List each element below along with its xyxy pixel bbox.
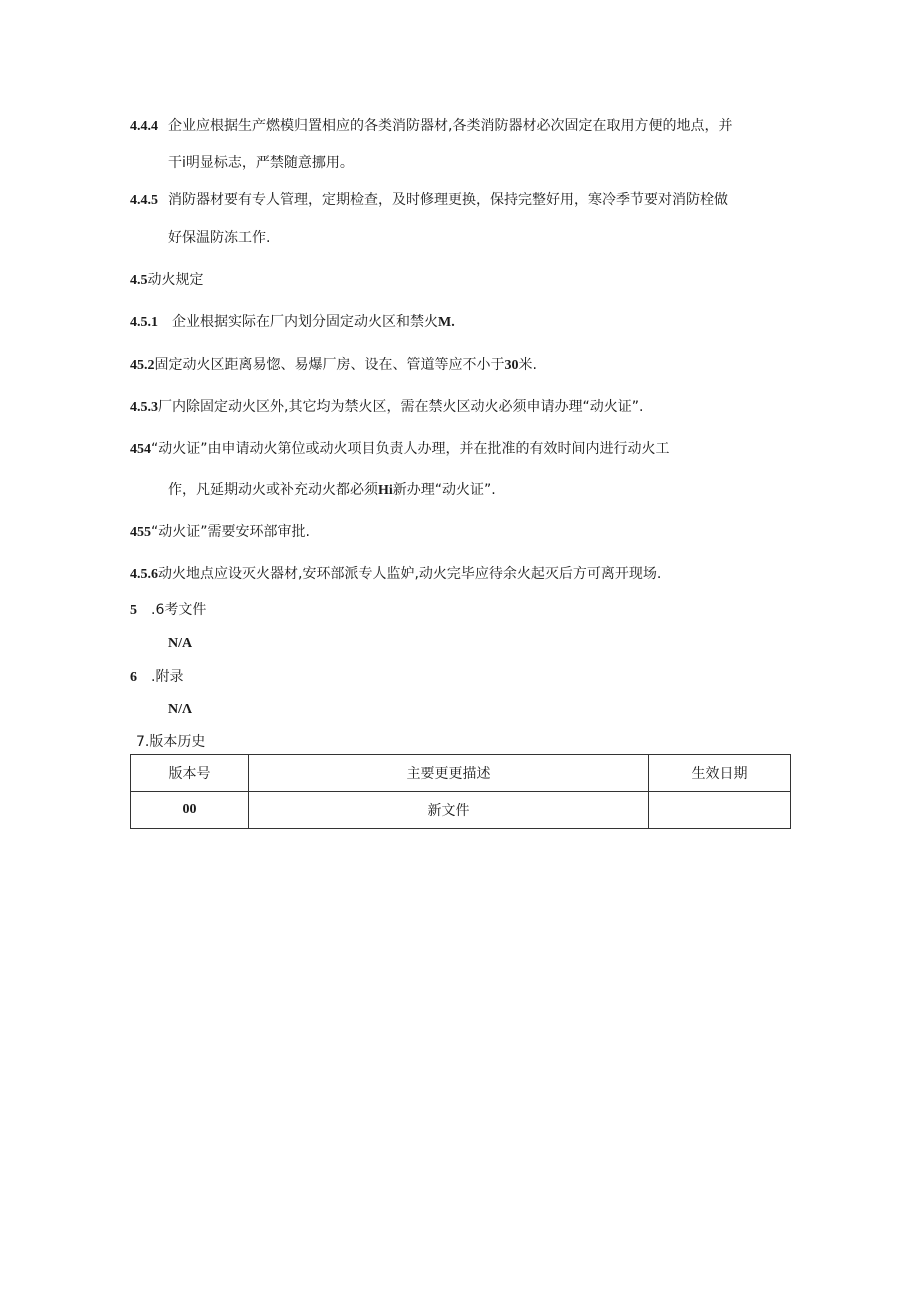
- para-4-5-5: [130, 522, 310, 543]
- para-4-5-4-line1: [130, 439, 670, 460]
- para-text: “动火证”需要安环部审批.: [151, 524, 310, 540]
- para-4-5-3: [130, 397, 643, 418]
- distance-unit: 米.: [518, 357, 537, 373]
- para-number: 4.5.1: [130, 315, 158, 330]
- version-history-table: [130, 754, 791, 829]
- header-version: 版本号: [131, 755, 249, 792]
- para-4-4-5-line2: 好保温防冻工作.: [168, 230, 271, 246]
- distance-value: 30: [504, 358, 519, 373]
- header-effective-date: 生效日期: [649, 755, 791, 792]
- para-text: 动火地点应设灭火器材,安环部派专人监妒,动火完毕应待余火起灭后方可离开现场.: [158, 566, 662, 582]
- para-text-a: 作，凡延期动火或补充动火都必须: [168, 482, 378, 498]
- para-text: 企业根据实际在厂内划分固定动火区和禁火: [172, 314, 438, 330]
- section-5-heading: [130, 600, 206, 621]
- para-text-c: 新办理“动火证”.: [392, 482, 496, 498]
- para-tail: M.: [438, 315, 455, 330]
- table-header-row: [131, 755, 791, 792]
- para-number: 45.2: [130, 358, 155, 373]
- para-text-b: Hi: [378, 483, 393, 498]
- heading-text: 动火规定: [147, 272, 204, 288]
- para-4-4-4-line1: [130, 116, 732, 137]
- heading-4-5: [130, 270, 204, 291]
- cell-effective-date: [649, 792, 791, 829]
- para-4-5-2: [130, 355, 537, 376]
- para-number: 4.4.4: [130, 119, 158, 134]
- para-text: 固定动火区距离易惚、易爆厂房、设在、管道等应不小于: [154, 357, 505, 373]
- table-row: [131, 792, 791, 829]
- para-4-5-6: [130, 564, 661, 585]
- section-number: 5: [130, 603, 137, 618]
- header-description: 主要更更描述: [249, 755, 649, 792]
- heading-number: 4.5: [130, 273, 148, 288]
- para-number: 455: [130, 525, 151, 540]
- para-4-4-4-line2: 干i明显标志，严禁随意挪用。: [168, 155, 354, 171]
- para-number: 4.5.3: [130, 400, 158, 415]
- para-text: 企业应根据生产燃模归置相应的各类消防器材,各类消防器材必次固定在取用方便的地点，并: [168, 118, 733, 134]
- section-title: 7.版本历史: [136, 734, 206, 750]
- section-title: .附录: [151, 669, 184, 685]
- section-6-heading: [130, 667, 183, 688]
- section-6-content: N/Λ: [168, 702, 193, 717]
- para-number: 454: [130, 442, 151, 457]
- section-title: .6考文件: [151, 602, 207, 618]
- para-4-5-4-line2: [168, 480, 496, 501]
- para-4-4-5-line1: [130, 190, 728, 211]
- cell-description: 新文件: [249, 792, 649, 829]
- cell-version: 00: [131, 792, 249, 829]
- para-number: 4.4.5: [130, 193, 158, 208]
- para-text: 消防器材要有专人管理，定期检查，及时修理更换，保持完整好用，寒冷季节要对消防栓做: [168, 192, 728, 208]
- para-4-5-1: [130, 312, 455, 333]
- section-5-content: N/A: [168, 636, 193, 651]
- para-text: “动火证”由申请动火第位或动火项目负责人办理，并在批准的有效时间内进行动火工: [151, 441, 670, 457]
- para-number: 4.5.6: [130, 567, 158, 582]
- para-text: 厂内除固定动火区外,其它均为禁火区，需在禁火区动火必须申请办理“动火证”.: [158, 399, 644, 415]
- section-number: 6: [130, 670, 137, 685]
- section-7-heading: [136, 732, 205, 752]
